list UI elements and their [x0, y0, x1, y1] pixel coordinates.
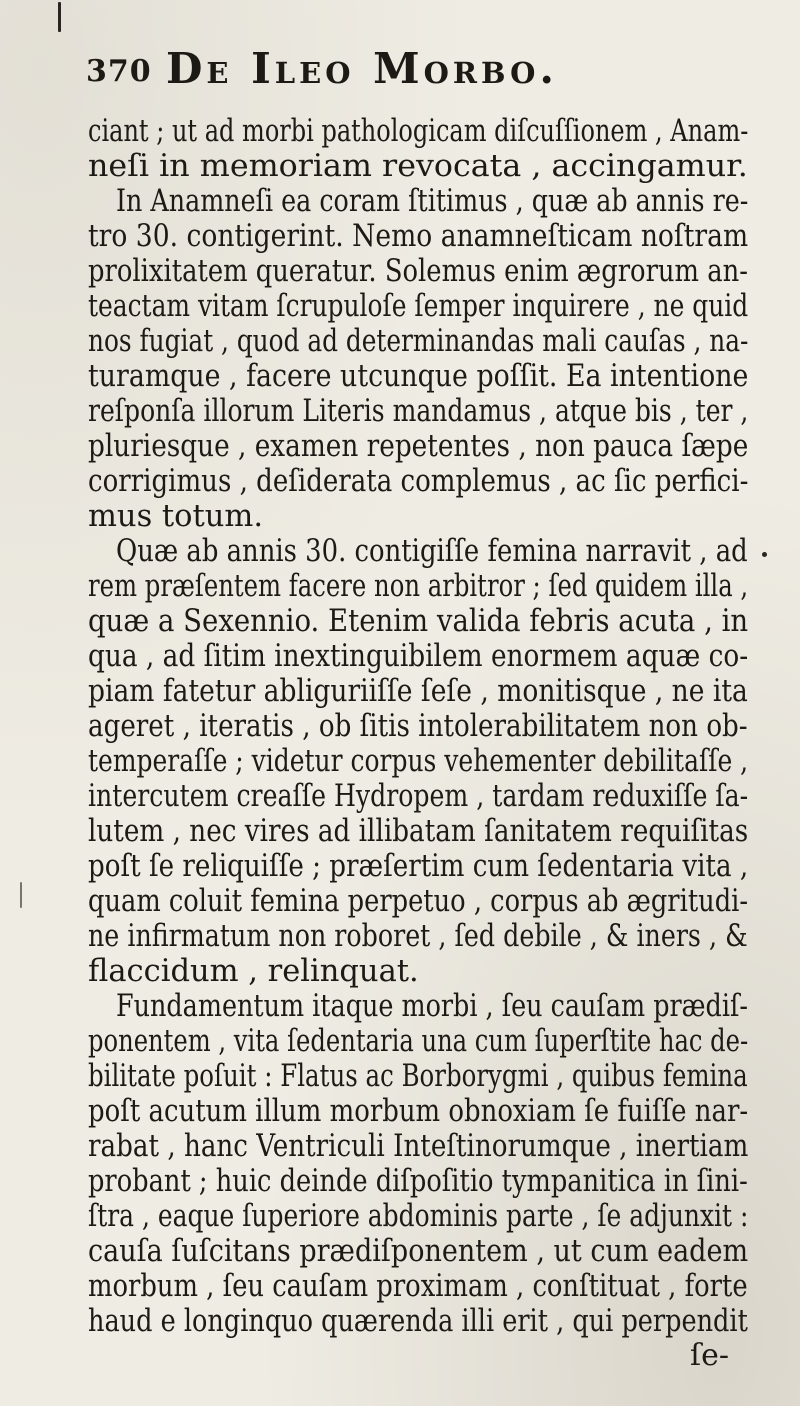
text-line: ponentem , vita ſedentaria una cum ſuperſtite hac de- — [88, 1024, 749, 1059]
text-line: cauſa ſuſcitans prædiſponentem , ut cum eadem — [88, 1234, 749, 1269]
text-line: poſt acutum illum morbum obnoxiam ſe fuiſſe nar- — [88, 1094, 749, 1129]
text-line: neſi in memoriam revocata , accingamur. — [88, 149, 748, 184]
running-title: De Ileo Morbo. — [166, 44, 558, 93]
text-line: temperaſſe ; videtur corpus vehementer debilitaſſe , — [88, 744, 749, 779]
text-line: Quæ ab annis 30. contigiſſe femina narravit , ad — [116, 534, 748, 569]
text-line: reſponſa illorum Literis mandamus , atque bis , ter , — [88, 394, 749, 429]
text-line: quæ a Sexennio. Etenim valida febris acuta , in — [88, 604, 749, 639]
text-line: lutem , nec vires ad illibatam ſanitatem requiſitas — [88, 814, 749, 849]
text-line: turamque , facere utcunque poſſit. Ea intentione — [88, 359, 749, 394]
text-line: tro 30. contigerint. Nemo anamneſticam noſtram — [88, 219, 749, 254]
text-line: prolixitatem queratur. Solemus enim ægrorum an- — [88, 254, 748, 289]
text-line: flaccidum , relinquat. — [88, 954, 419, 989]
text-line: qua , ad ſitim inextinguibilem enormem aquæ co- — [88, 639, 749, 674]
text-line: mus totum. — [88, 499, 264, 534]
text-line: nos fugiat , quod ad determinandas mali cauſas , na- — [88, 324, 749, 359]
text-line: ne infirmatum non roboret , ſed debile , & iners , & — [88, 919, 748, 954]
text-line: ciant ; ut ad morbi pathologicam diſcuſſionem , Anam- — [88, 114, 749, 149]
catchword: ſe- — [690, 1338, 729, 1373]
text-line: ſtra , eaque ſuperiore abdominis parte , ſe adjunxit : — [88, 1199, 749, 1234]
text-line: quam coluit femina perpetuo , corpus ab ægritudi- — [88, 884, 749, 919]
text-line: poſt ſe reliquiſſe ; præſertim cum ſedentaria vita , — [88, 849, 749, 884]
text-line: rem præſentem facere non arbitror ; ſed quidem illa , — [88, 569, 749, 604]
text-line: haud e longinquo quærenda illi erit , qui perpendit — [88, 1304, 748, 1339]
text-line: bilitate poſuit : Flatus ac Borborygmi , quibus femina — [88, 1059, 748, 1094]
text-line: teactam vitam ſcrupuloſe ſemper inquirere , ne quid — [88, 289, 749, 324]
paper-mark — [58, 2, 61, 32]
page-header — [0, 44, 800, 104]
text-line: probant ; huic deinde diſpoſitio tympanitica in ſini- — [88, 1164, 748, 1199]
text-line: ageret , iteratis , ob ſitis intolerabilitatem non ob- — [88, 709, 748, 744]
text-line: pluriesque , examen repetentes , non pauca ſæpe — [88, 429, 749, 464]
text-line: intercutem creaſſe Hydropem , tardam reduxiſſe ſa- — [88, 779, 749, 814]
text-line: corrigimus , deſiderata complemus , ac ſic perfici- — [88, 464, 749, 499]
text-line: morbum , ſeu cauſam proximam , conſtituat , forte — [88, 1269, 748, 1304]
page-number: 370 — [86, 54, 152, 89]
text-line: In Anamneſi ea coram ſtitimus , quæ ab annis re- — [116, 184, 749, 219]
text-line: Fundamentum itaque morbi , ſeu cauſam prædiſ- — [116, 989, 748, 1024]
paper-mark — [20, 882, 22, 908]
text-line: rabat , hanc Ventriculi Inteſtinorumque , inertiam — [88, 1129, 749, 1164]
text-line: piam fatetur abliguriiſſe ſeſe , monitisque , ne ita — [88, 674, 748, 709]
ink-speck — [762, 552, 767, 557]
